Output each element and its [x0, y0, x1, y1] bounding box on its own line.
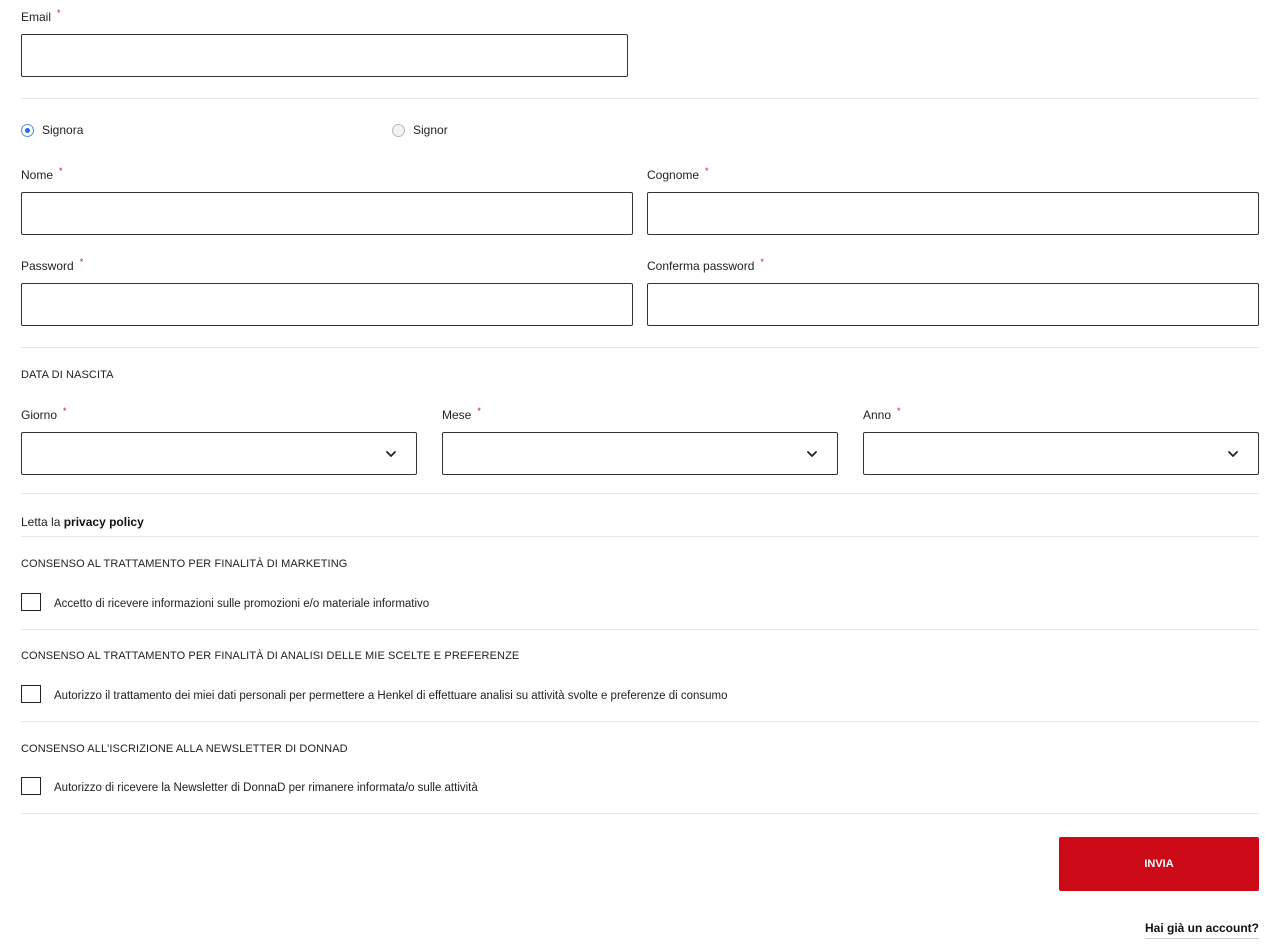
consent-analysis-checkbox[interactable] — [21, 685, 41, 703]
required-mark: * — [897, 406, 901, 416]
required-mark: * — [79, 257, 84, 267]
cognome-field[interactable] — [647, 192, 1259, 235]
mese-label-text: Mese — [442, 408, 472, 422]
required-mark: * — [57, 8, 61, 18]
consent-marketing-title: CONSENSO AL TRATTAMENTO PER FINALITÀ DI MARKETING — [21, 558, 348, 570]
consent-marketing-text: Accetto di ricevere informazioni sulle promozioni e/o materiale informativo — [54, 598, 430, 610]
anno-select[interactable] — [863, 432, 1259, 475]
privacy-policy-link[interactable]: privacy policy — [63, 515, 144, 529]
anno-label-text: Anno — [863, 408, 892, 422]
consent-analysis-text: Autorizzo il trattamento dei miei dati personali per permettere a Henkel di effettuare analisi su attività svolte e preferenze di consumo — [54, 690, 728, 702]
chevron-down-icon — [383, 446, 399, 462]
divider — [21, 347, 1259, 348]
password-label-text: Password — [21, 259, 74, 273]
divider — [21, 98, 1259, 99]
consent-marketing-checkbox[interactable] — [21, 593, 41, 611]
mese-label — [442, 408, 481, 422]
required-mark: * — [760, 257, 764, 267]
email-field[interactable] — [21, 34, 628, 77]
conferma-password-label — [647, 259, 764, 273]
mese-select[interactable] — [442, 432, 838, 475]
birth-date-title: DATA DI NASCITA — [21, 369, 114, 381]
radio-signora-label: Signora — [42, 123, 84, 137]
required-mark: * — [477, 406, 481, 416]
consent-newsletter-title: CONSENSO ALL'ISCRIZIONE ALLA NEWSLETTER DI DONNAD — [21, 743, 348, 755]
submit-button[interactable]: INVIA — [1059, 837, 1259, 891]
required-mark: * — [59, 166, 63, 176]
divider — [21, 721, 1259, 722]
chevron-down-icon — [1225, 446, 1241, 462]
cognome-label — [647, 168, 709, 182]
nome-field[interactable] — [21, 192, 633, 235]
divider — [21, 629, 1259, 630]
email-label — [21, 10, 61, 24]
password-field[interactable] — [21, 283, 633, 326]
login-link[interactable]: Hai già un account? — [1145, 921, 1259, 939]
giorno-label — [21, 408, 67, 422]
radio-signor-label: Signor — [413, 123, 448, 137]
anno-label — [863, 408, 901, 422]
nome-label — [21, 168, 63, 182]
required-mark: * — [63, 406, 67, 416]
giorno-label-text: Giorno — [21, 408, 58, 422]
email-label-text: Email — [21, 10, 52, 24]
radio-option-signora[interactable] — [21, 122, 83, 138]
nome-label-text: Nome — [21, 168, 54, 182]
divider — [21, 493, 1259, 494]
conferma-password-field[interactable] — [647, 283, 1259, 326]
privacy-line — [21, 515, 144, 529]
required-mark: * — [705, 166, 709, 176]
radio-option-signor[interactable] — [392, 122, 448, 138]
radio-signor[interactable] — [392, 124, 405, 137]
privacy-prefix: Letta la — [21, 515, 61, 529]
chevron-down-icon — [804, 446, 820, 462]
cognome-label-text: Cognome — [647, 168, 700, 182]
divider — [21, 536, 1259, 537]
consent-analysis-title: CONSENSO AL TRATTAMENTO PER FINALITÀ DI ANALISI DELLE MIE SCELTE E PREFERENZE — [21, 650, 520, 662]
conferma-password-label-text: Conferma password — [647, 259, 755, 273]
consent-newsletter-checkbox[interactable] — [21, 777, 41, 795]
password-label — [21, 259, 83, 273]
giorno-select[interactable] — [21, 432, 417, 475]
radio-signora[interactable] — [21, 124, 34, 137]
divider — [21, 813, 1259, 814]
consent-newsletter-text: Autorizzo di ricevere la Newsletter di DonnaD per rimanere informata/o sulle attività — [54, 782, 478, 794]
